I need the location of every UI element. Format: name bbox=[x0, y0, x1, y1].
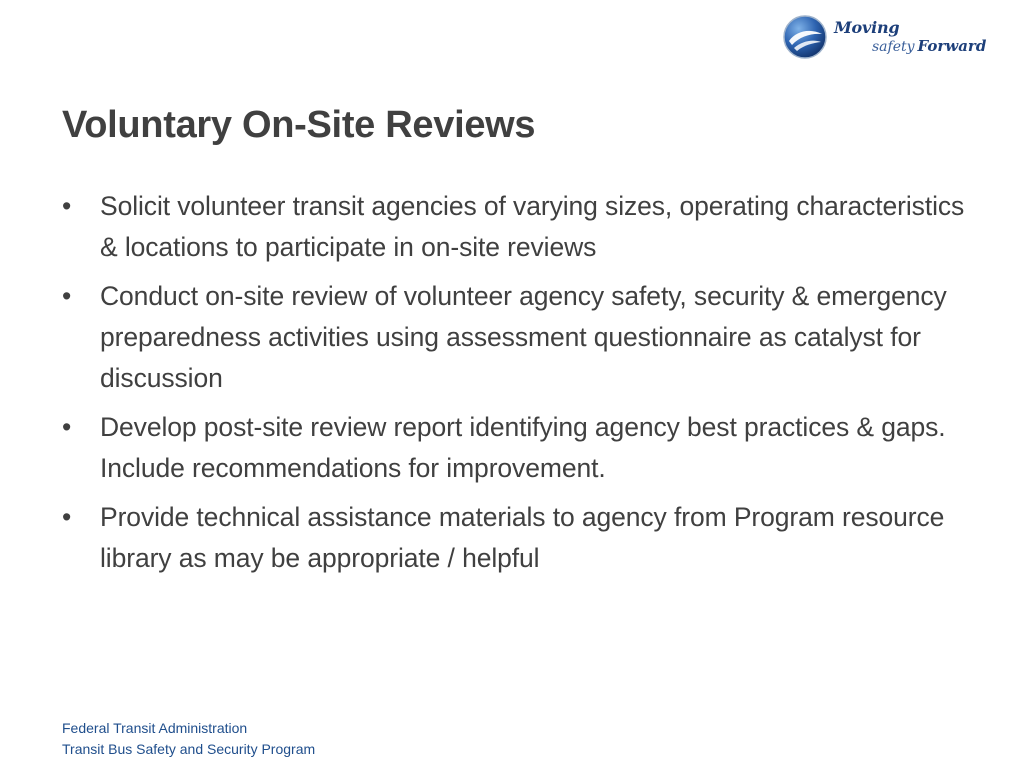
bullet-text: Conduct on-site review of volunteer agency safety, security & emergency preparedness activities using assessment questionnaire as catalyst for discussion bbox=[100, 281, 947, 393]
bullet-marker: • bbox=[62, 412, 72, 442]
bullet-item bbox=[62, 407, 982, 489]
bullet-text: Provide technical assistance materials to agency from Program resource library as may be appropriate / helpful bbox=[100, 502, 945, 573]
footer-agency-name: Federal Transit Administration bbox=[62, 720, 248, 736]
logo-forward-text: Forward bbox=[917, 37, 987, 55]
logo-moving-text: Moving bbox=[834, 18, 900, 37]
bullet-list bbox=[62, 186, 982, 587]
slide-title: Voluntary On-Site Reviews bbox=[62, 104, 536, 146]
dot-globe-logo-icon bbox=[782, 14, 828, 60]
footer bbox=[62, 718, 315, 760]
bullet-marker: • bbox=[62, 281, 72, 311]
bullet-text: Solicit volunteer transit agencies of varying sizes, operating characteristics & locations to participate in on-site reviews bbox=[100, 191, 965, 262]
moving-safety-forward-logo bbox=[782, 14, 1002, 64]
logo-line2 bbox=[872, 38, 986, 54]
bullet-marker: • bbox=[62, 502, 72, 532]
bullet-item bbox=[62, 497, 982, 579]
logo-wordmark bbox=[834, 20, 986, 54]
logo-safety-text: safety bbox=[872, 39, 915, 55]
footer-program-name: Transit Bus Safety and Security Program bbox=[62, 741, 316, 757]
bullet-item bbox=[62, 186, 982, 268]
bullet-marker: • bbox=[62, 191, 72, 221]
bullet-item bbox=[62, 276, 982, 399]
bullet-text: Develop post-site review report identifying agency best practices & gaps. Include recommendations for improvement. bbox=[100, 412, 946, 483]
